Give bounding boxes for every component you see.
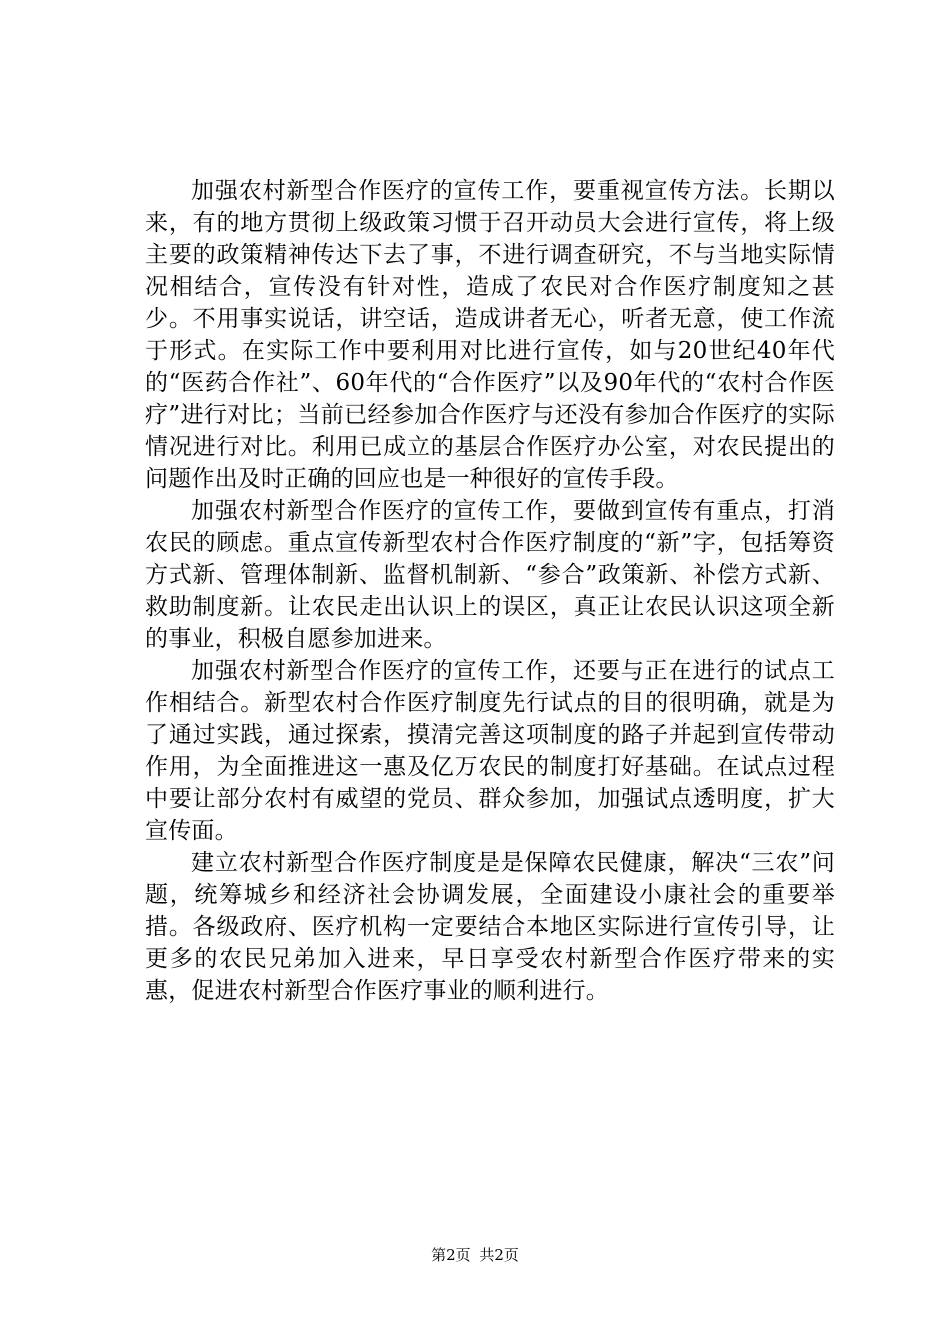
document-body xyxy=(145,175,835,1007)
page-number: 第2页 共2页 xyxy=(431,1246,519,1264)
paragraph-4: 建立农村新型合作医疗制度是是保障农民健康，解决“三农”问题，统筹城乡和经济社会协调发展，全面建设小康社会的重要举措。各级政府、医疗机构一定要结合本地区实际进行宣传引导，让更多的农民兄弟加入进来，早日享受农村新型合作医疗带来的实惠，促进农村新型合作医疗事业的顺利进行。 xyxy=(145,850,835,1004)
page-footer xyxy=(0,1245,950,1265)
paragraph-3: 加强农村新型合作医疗的宣传工作，还要与正在进行的试点工作相结合。新型农村合作医疗制度先行试点的目的很明确，就是为了通过实践，通过探索，摸清完善这项制度的路子并起到宣传带动作用，为全面推进这一惠及亿万农民的制度打好基础。在试点过程中要让部分农村有威望的党员、群众参加，加强试点透明度，扩大宣传面。 xyxy=(145,658,835,844)
paragraph-1: 加强农村新型合作医疗的宣传工作，要重视宣传方法。长期以来，有的地方贯彻上级政策习惯于召开动员大会进行宣传，将上级主要的政策精神传达下去了事，不进行调查研究，不与当地实际情况相结合，宣传没有针对性，造成了农民对合作医疗制度知之甚少。不用事实说话，讲空话，造成讲者无心，听者无意，使工作流于形式。在实际工作中要利用对比进行宣传，如与20世纪40年代的“医药合作社”、60年代的“合作医疗”以及90年代的“农村合作医疗”进行对比；当前已经参加合作医疗与还没有参加合作医疗的实际情况进行对比。利用已成立的基层合作医疗办公室，对农民提出的问题作出及时正确的回应也是一种很好的宣传手段。 xyxy=(145,178,835,492)
paragraph-2: 加强农村新型合作医疗的宣传工作，要做到宣传有重点，打消农民的顾虑。重点宣传新型农村合作医疗制度的“新”字，包括筹资方式新、管理体制新、监督机制新、“参合”政策新、补偿方式新、救助制度新。让农民走出认识上的误区，真正让农民认识这项全新的事业，积极自愿参加进来。 xyxy=(145,498,835,652)
